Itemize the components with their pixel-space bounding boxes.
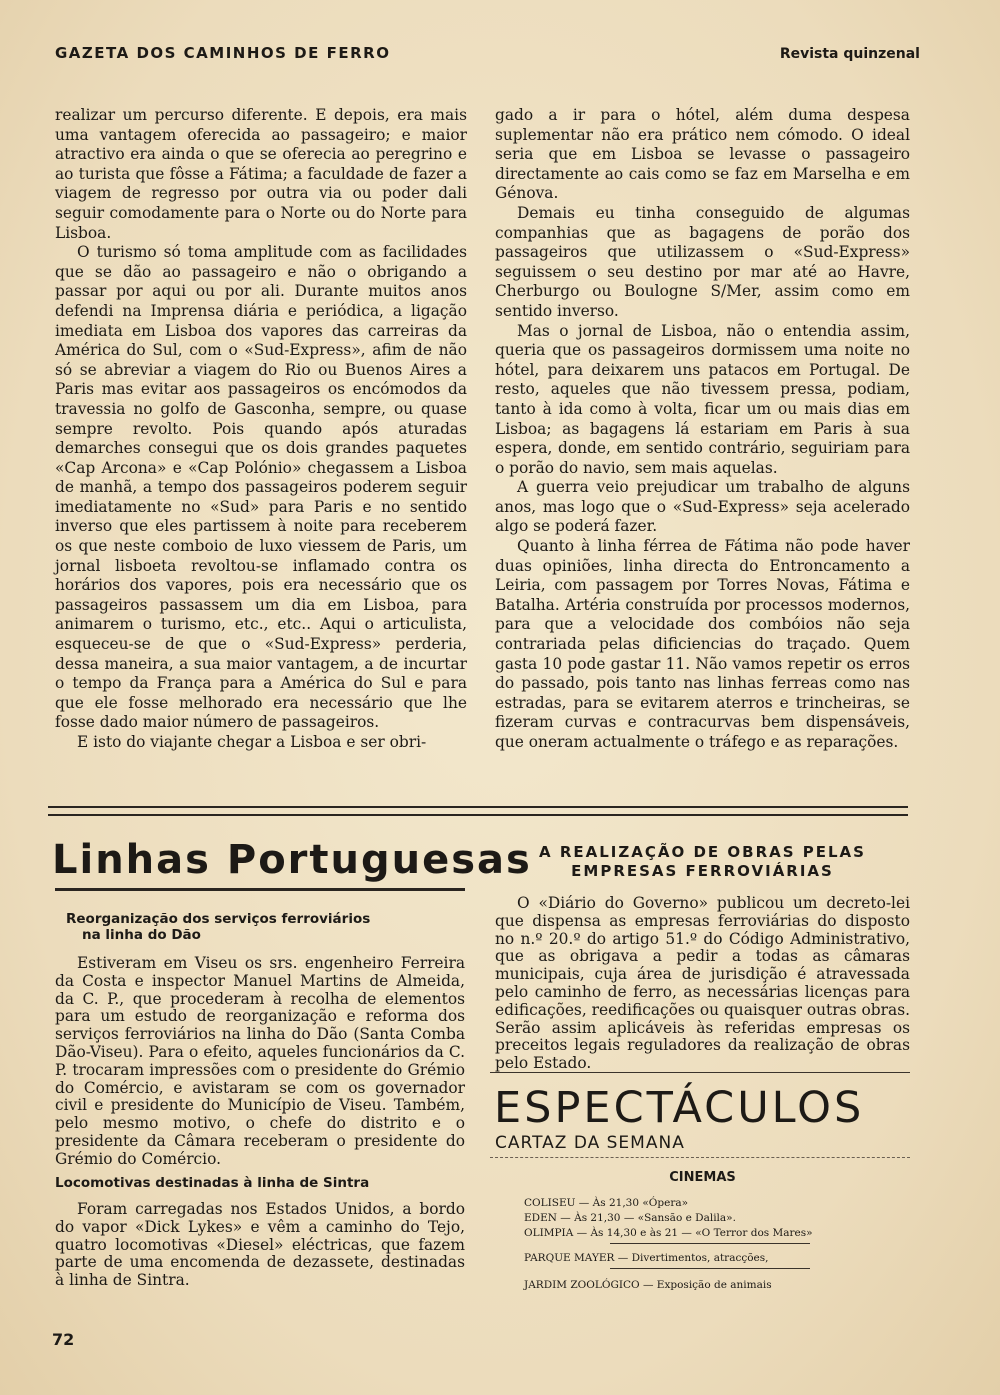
cinema-listing: COLISEU — Às 21,30 «Ópera» (524, 1197, 689, 1209)
item1-heading-line1: Reorganização dos serviços ferroviários (66, 911, 371, 927)
paragraph: realizar um percurso diferente. E depois, era mais uma vantagem oferecida ao passageiro; e maior atractivo era ainda o que se oferecia ao peregrino e ao turista que fôsse a Fátima; a faculdade de fazer a viagem de regresso por outra via ou poder dali seguir comodamente para o Norte ou do Norte para Lisboa. (55, 106, 467, 242)
item2-heading: Locomotivas destinadas à linha de Sintra (55, 1175, 370, 1191)
magazine-subtitle: Revista quinzenal (779, 46, 920, 62)
parque-listing: PARQUE MAYER — Divertimentos, atracções, (524, 1252, 769, 1264)
obras-title-line2: EMPRESAS FERROVIÁRIAS (571, 862, 834, 880)
obras-title (495, 843, 910, 881)
title-underline (55, 888, 465, 891)
section-divider (48, 806, 908, 816)
jardim-listing: JARDIM ZOOLÓGICO — Exposição de animais (524, 1279, 772, 1291)
magazine-title: GAZETA DOS CAMINHOS DE FERRO (55, 44, 391, 62)
obras-body (495, 895, 910, 1073)
paragraph: gado a ir para o hótel, além duma despesa suplementar não era prático nem cómodo. O ideal seria que em Lisboa se levasse o passageiro directamente ao cais como se faz em Marselha e em Génova. (495, 106, 910, 203)
paragraph: Quanto à linha férrea de Fátima não pode haver duas opiniões, linha directa do Entroncamento a Leiria, com passagem por Torres Novas, Fátima e Batalha. Artéria construída por processos modernos, para que a velocidade dos combóios não seja contrariada pelas dificiencias do traçado. Quem gasta 10 pode gastar 11. Não vamos repetir os erros do passado, pois tanto nas linhas ferreas como nas estradas, para se evitarem aterros e trincheiras, se fizeram curvas e contracurvas bem dispensáveis, que oneram actualmente o tráfego e as reparações. (495, 537, 910, 751)
article-left-column (55, 106, 467, 753)
paragraph: O «Diário do Governo» publicou um decreto-lei que dispensa as empresas ferroviárias do disposto no n.º 20.º do artigo 51.º do Código Administrativo, que as obrigava a pedir a todas as câmaras municipais, cuja área de jurisdição é atravessada pelo caminho de ferro, as necessárias licenças para edificações, reedificações ou quaisquer outras obras. Serão assim aplicáveis às referidas empresas os preceitos legais reguladores da realização de obras pelo Estado. (495, 894, 910, 1073)
cartaz-rule (490, 1157, 910, 1158)
paragraph: A guerra veio prejudicar um trabalho de alguns anos, mas logo que o «Sud-Express» seja acelerado algo se poderá fazer. (495, 478, 910, 536)
item1-body (55, 955, 465, 1169)
listing-rule (610, 1243, 810, 1244)
cartaz-subtitle: CARTAZ DA SEMANA (495, 1133, 685, 1153)
cinema-listing: OLIMPIA — Às 14,30 e às 21 — «O Terror dos Mares» (524, 1227, 813, 1239)
linhas-section-title: Linhas Portuguesas (52, 837, 532, 883)
paragraph: Estiveram em Viseu os srs. engenheiro Ferreira da Costa e inspector Manuel Martins de Almeida, da C. P., que procederam à recolha de elementos para um estudo de reorganização e reforma dos serviços ferroviários na linha do Dão (Santa Comba Dão-Viseu). Para o efeito, aqueles funcionários da C. P. trocaram impressões com o presidente do Grémio do Comércio, e avistaram se com os governador civil e presidente do Município de Viseu. Também, pelo mesmo motivo, o chefe do distrito e o presidente da Câmara receberam o presidente do Grémio do Comércio. (55, 954, 465, 1168)
item1-heading-line2: na linha do Dão (82, 927, 201, 943)
cinemas-label: CINEMAS (669, 1170, 736, 1185)
listing-rule (610, 1268, 810, 1269)
article-right-column (495, 106, 910, 753)
page-number: 72 (52, 1330, 75, 1349)
cinema-listing: EDEN — Às 21,30 — «Sansão e Dalila». (524, 1212, 736, 1224)
obras-title-line1: A REALIZAÇÃO DE OBRAS PELAS (539, 843, 866, 861)
paragraph: Foram carregadas nos Estados Unidos, a bordo do vapor «Dick Lykes» e vêm a caminho do Tejo, quatro locomotivas «Diesel» eléctricas, que fazem parte de uma encomenda de dezassete, destinadas à linha de Sintra. (55, 1200, 465, 1290)
item2-body (55, 1201, 465, 1290)
espectaculos-title: ESPECTÁCULOS (494, 1083, 865, 1133)
espectaculos-top-rule (490, 1072, 910, 1073)
paragraph: Demais eu tinha conseguido de algumas companhias que as bagagens de porão dos passageiros que utilizassem o «Sud-Express» seguissem o seu destino por mar até ao Havre, Cherburgo ou Boulogne S/Mer, assim como em sentido inverso. (495, 203, 910, 320)
paragraph: O turismo só toma amplitude com as facilidades que se dão ao passageiro e não o obrigando a passar por aqui ou por ali. Durante muitos anos defendi na Imprensa diária e periódica, a ligação imediata em Lisboa dos vapores das carreiras da América do Sul, com o «Sud-Express», afim de não só se abreviar a viagem do Rio ou Buenos Aires a Paris mas evitar aos passageiros os encómodos da travessia no golfo de Gasconha, sempre, ou quase sempre revolto. Pois quando após aturadas demarches consegui que os dois grandes paquetes «Cap Arcona» e «Cap Polónio» chegassem a Lisboa de manhã, a tempo dos passageiros poderem seguir imediatamente no «Sud» para Paris e no sentido inverso que eles partissem à noite para receberem os que neste comboio de luxo viessem de Paris, um jornal lisboeta revoltou-se inflamado contra os horários dos vapores, pois era necessário que os passageiros passassem um dia em Lisboa, para animarem o turismo, etc., etc.. Aqui o articulista, esqueceu-se de que o «Sud-Express» perderia, dessa maneira, a sua maior vantagem, a de incurtar o tempo da França para a América do Sul e para que ele fosse melhorado era necessário que lhe fosse dado maior número de passageiros. (55, 243, 467, 732)
paragraph: E isto do viajante chegar a Lisboa e ser obri- (77, 733, 427, 751)
paragraph: Mas o jornal de Lisboa, não o entendia assim, queria que os passageiros dormissem uma noite no hótel, para deixarem uns patacos em Portugal. De resto, aqueles que não tivessem pressa, podiam, tanto à ida como à volta, ficar um ou mais dias em Lisboa; as bagagens lá estariam em Paris à sua espera, donde, em sentido contrário, seguiriam para o porão do navio, sem mais aquelas. (495, 321, 910, 477)
